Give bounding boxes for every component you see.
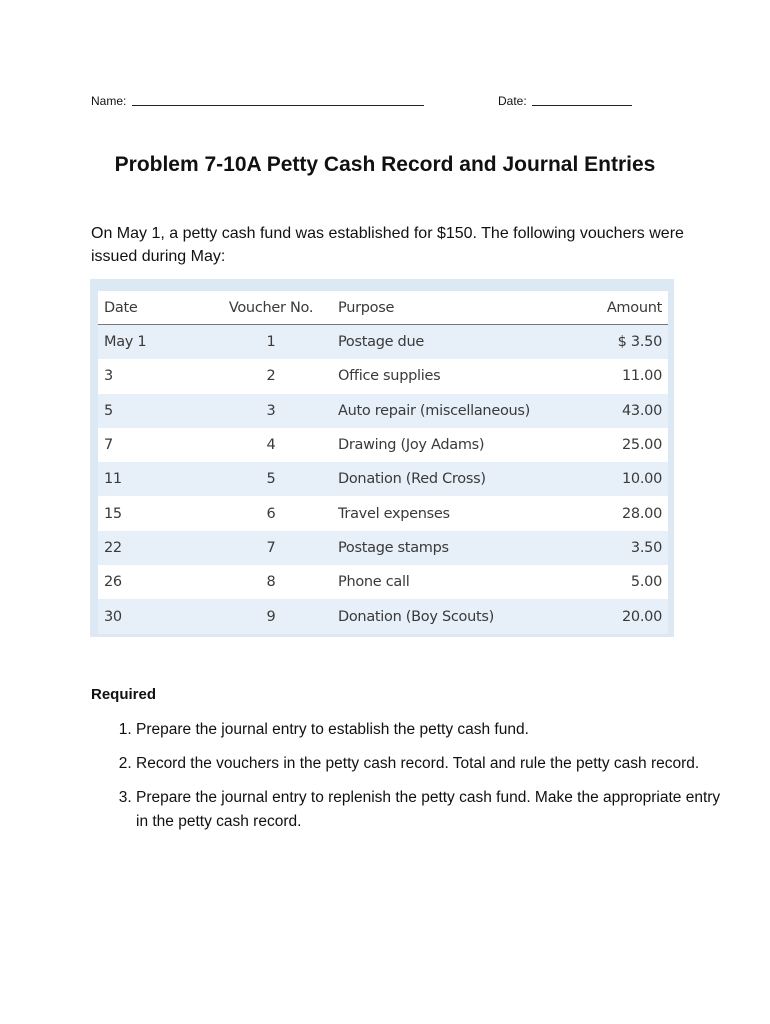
cell-amount: 43.00 <box>574 394 668 428</box>
required-item: 2. Record the vouchers in the petty cash record. Total and rule the petty cash record. <box>136 752 726 776</box>
required-heading: Required <box>91 686 157 703</box>
required-item: 1. Prepare the journal entry to establish the petty cash fund. <box>136 718 726 742</box>
cell-date: 11 <box>98 462 210 496</box>
cell-voucher: 6 <box>210 496 332 530</box>
table-row <box>98 531 668 565</box>
cell-amount: 20.00 <box>574 599 668 633</box>
header-fields <box>91 94 691 110</box>
table-row <box>98 565 668 599</box>
cell-amount: 28.00 <box>574 496 668 530</box>
cell-voucher: 3 <box>210 394 332 428</box>
cell-date: 30 <box>98 599 210 633</box>
name-blank-line[interactable] <box>132 105 424 106</box>
cell-voucher: 1 <box>210 325 332 360</box>
cell-voucher: 9 <box>210 599 332 633</box>
column-header-date: Date <box>98 291 210 325</box>
cell-amount: 3.50 <box>574 531 668 565</box>
cell-voucher: 7 <box>210 531 332 565</box>
cell-voucher: 5 <box>210 462 332 496</box>
table-row <box>98 428 668 462</box>
required-item: 3. Prepare the journal entry to replenish the petty cash fund. Make the appropriate entry in the petty cash record. <box>136 786 726 834</box>
cell-purpose: Phone call <box>332 565 574 599</box>
table-header-row <box>98 291 668 325</box>
cell-date: May 1 <box>98 325 210 360</box>
cell-purpose: Drawing (Joy Adams) <box>332 428 574 462</box>
cell-voucher: 2 <box>210 359 332 393</box>
table-row <box>98 359 668 393</box>
cell-date: 26 <box>98 565 210 599</box>
date-label: Date: <box>498 94 527 108</box>
column-header-amount: Amount <box>574 291 668 325</box>
cell-purpose: Donation (Boy Scouts) <box>332 599 574 633</box>
cell-purpose: Office supplies <box>332 359 574 393</box>
table-row <box>98 462 668 496</box>
cell-date: 15 <box>98 496 210 530</box>
column-header-purpose: Purpose <box>332 291 574 325</box>
intro-paragraph: On May 1, a petty cash fund was established for $150. The following vouchers were issued during May: <box>91 225 684 265</box>
table-row <box>98 394 668 428</box>
cell-amount: 5.00 <box>574 565 668 599</box>
cell-amount: 11.00 <box>574 359 668 393</box>
table-row <box>98 325 668 360</box>
date-blank-line[interactable] <box>532 105 632 106</box>
voucher-table-panel <box>90 279 674 637</box>
table-row <box>98 599 668 633</box>
cell-voucher: 4 <box>210 428 332 462</box>
cell-amount: $ 3.50 <box>574 325 668 360</box>
name-label: Name: <box>91 94 127 108</box>
cell-date: 7 <box>98 428 210 462</box>
cell-voucher: 8 <box>210 565 332 599</box>
cell-purpose: Postage stamps <box>332 531 574 565</box>
cell-amount: 25.00 <box>574 428 668 462</box>
cell-amount: 10.00 <box>574 462 668 496</box>
required-list <box>91 718 726 844</box>
column-header-voucher-no: Voucher No. <box>210 291 332 325</box>
cell-purpose: Auto repair (miscellaneous) <box>332 394 574 428</box>
cell-date: 22 <box>98 531 210 565</box>
page-title: Problem 7-10A Petty Cash Record and Journal Entries <box>114 153 656 176</box>
cell-date: 5 <box>98 394 210 428</box>
cell-date: 3 <box>98 359 210 393</box>
cell-purpose: Donation (Red Cross) <box>332 462 574 496</box>
voucher-table <box>98 291 668 634</box>
cell-purpose: Postage due <box>332 325 574 360</box>
cell-purpose: Travel expenses <box>332 496 574 530</box>
table-row <box>98 496 668 530</box>
